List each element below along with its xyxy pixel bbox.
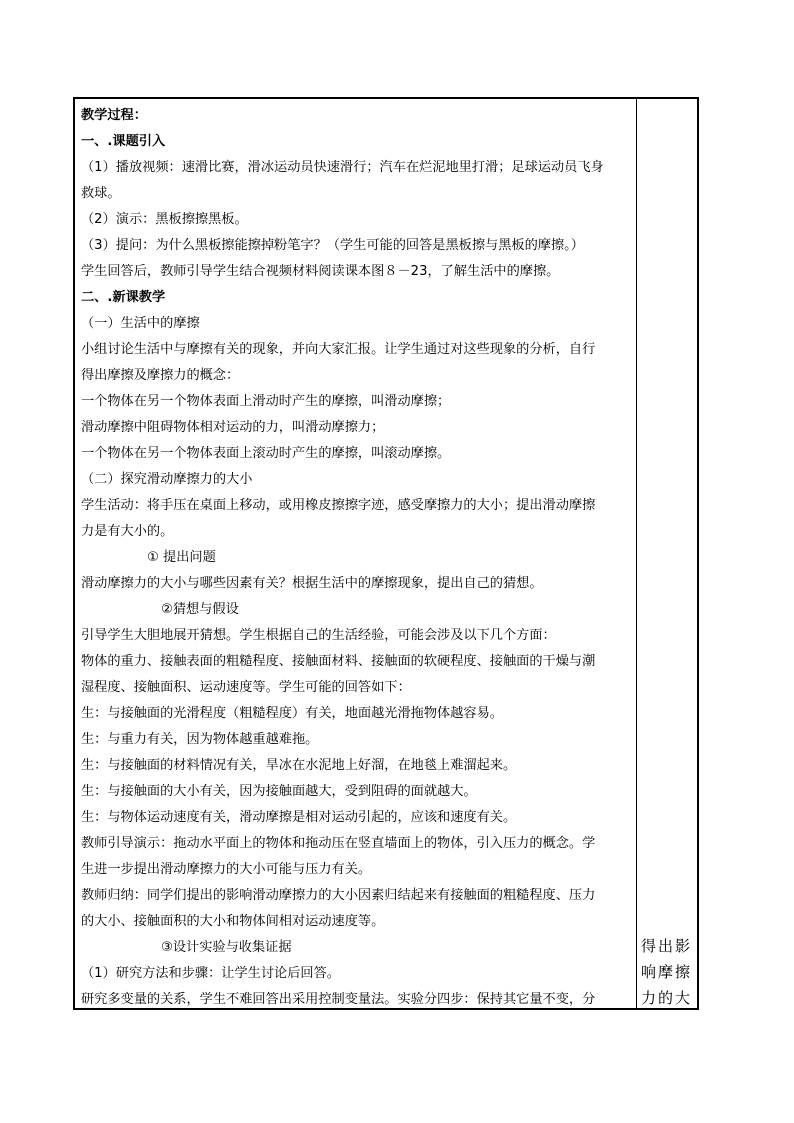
text-line: 一个物体在另一个物体表面上滑动时产生的摩擦，叫滑动摩擦； <box>81 394 451 409</box>
text-line: 湿程度、接触面积、运动速度等。学生可能的回答如下： <box>81 680 411 695</box>
text-line: 生进一步提出滑动摩擦力的大小可能与压力有关。 <box>81 862 372 877</box>
step-heading: ②猜想与假设 <box>161 602 239 617</box>
text-line: 生：与接触面的光滑程度（粗糙程度）有关，地面越光滑拖物体越容易。 <box>81 706 503 721</box>
step-heading: ③设计实验与收集证据 <box>161 940 292 955</box>
section-heading: 教学过程： <box>81 108 147 123</box>
text-line: （2）演示：黑板擦擦黑板。 <box>81 212 248 227</box>
subsection-heading: （二）探究滑动摩擦力的大小 <box>81 472 253 487</box>
text-line: 物体的重力、接触表面的粗糙程度、接触面材料、接触面的软硬程度、接触面的干燥与潮 <box>81 654 596 669</box>
section-heading: 二、.新课教学 <box>81 290 166 305</box>
text-line: 一个物体在另一个物体表面上滚动时产生的摩擦，叫滚动摩擦。 <box>81 446 451 461</box>
text-line: 生：与接触面的大小有关，因为接触面越大，受到阻碍的面就越大。 <box>81 784 477 799</box>
text-line: 得出摩擦及摩擦力的概念： <box>81 368 240 383</box>
text-line: 教师引导演示：拖动水平面上的物体和拖动压在竖直墙面上的物体，引入压力的概念。学 <box>81 836 596 851</box>
text-line: （1）研究方法和步骤：让学生讨论后回答。 <box>81 966 340 981</box>
text-line: （3）提问：为什么黑板擦能擦掉粉笔字？（学生可能的回答是黑板擦与黑板的摩擦。） <box>81 238 584 253</box>
side-text-line: 响摩擦 <box>641 963 693 981</box>
text-line: 滑动摩擦力的大小与哪些因素有关？根据生活中的摩擦现象，提出自己的猜想。 <box>81 576 543 591</box>
text-line: 的大小、接触面积的大小和物体间相对运动速度等。 <box>81 914 385 929</box>
text-line: 滑动摩擦中阻碍物体相对运动的力，叫滑动摩擦力； <box>81 420 385 435</box>
text-line: 学生回答后，教师引导学生结合视频材料阅读课本图８－23，了解生活中的摩擦。 <box>81 264 560 279</box>
text-line: 生：与物体运动速度有关，滑动摩擦是相对运动引起的，应该和速度有关。 <box>81 810 517 825</box>
text-line: 力是有大小的。 <box>81 524 174 539</box>
side-text-line: 得出影 <box>641 937 693 955</box>
text-line: 学生活动：将手压在桌面上移动，或用橡皮擦擦字迹，感受摩擦力的大小；提出滑动摩擦 <box>81 498 596 513</box>
section-heading: 一、.课题引入 <box>81 134 166 149</box>
design-intent-cell <box>641 933 697 1011</box>
text-line: 研究多变量的关系，学生不难回答出采用控制变量法。实验分四步：保持其它量不变，分 <box>81 992 596 1007</box>
subsection-heading: （一）生活中的摩擦 <box>81 316 200 331</box>
text-line: 教师归纳：同学们提出的影响滑动摩擦力的大小因素归结起来有接触面的粗糙程度、压力 <box>81 888 596 903</box>
text-line: 小组讨论生活中与摩擦有关的现象，并向大家汇报。让学生通过对这些现象的分析，自行 <box>81 342 596 357</box>
text-line: 生：与重力有关，因为物体越重越难拖。 <box>81 732 319 747</box>
step-heading: ① 提出问题 <box>147 550 216 565</box>
lesson-table <box>73 97 699 1010</box>
text-line: 生：与接触面的材料情况有关，旱冰在水泥地上好溜，在地毯上难溜起来。 <box>81 758 517 773</box>
text-line: （1）播放视频：速滑比赛，滑冰运动员快速滑行；汽车在烂泥地里打滑；足球运动员飞身 <box>81 160 604 175</box>
teaching-process-cell <box>81 103 633 1013</box>
side-text-line: 力的大 <box>641 989 693 1007</box>
text-line: 救球。 <box>81 186 121 201</box>
text-line: 引导学生大胆地展开猜想。学生根据自己的生活经验，可能会涉及以下几个方面： <box>81 628 556 643</box>
column-divider <box>636 99 637 1008</box>
